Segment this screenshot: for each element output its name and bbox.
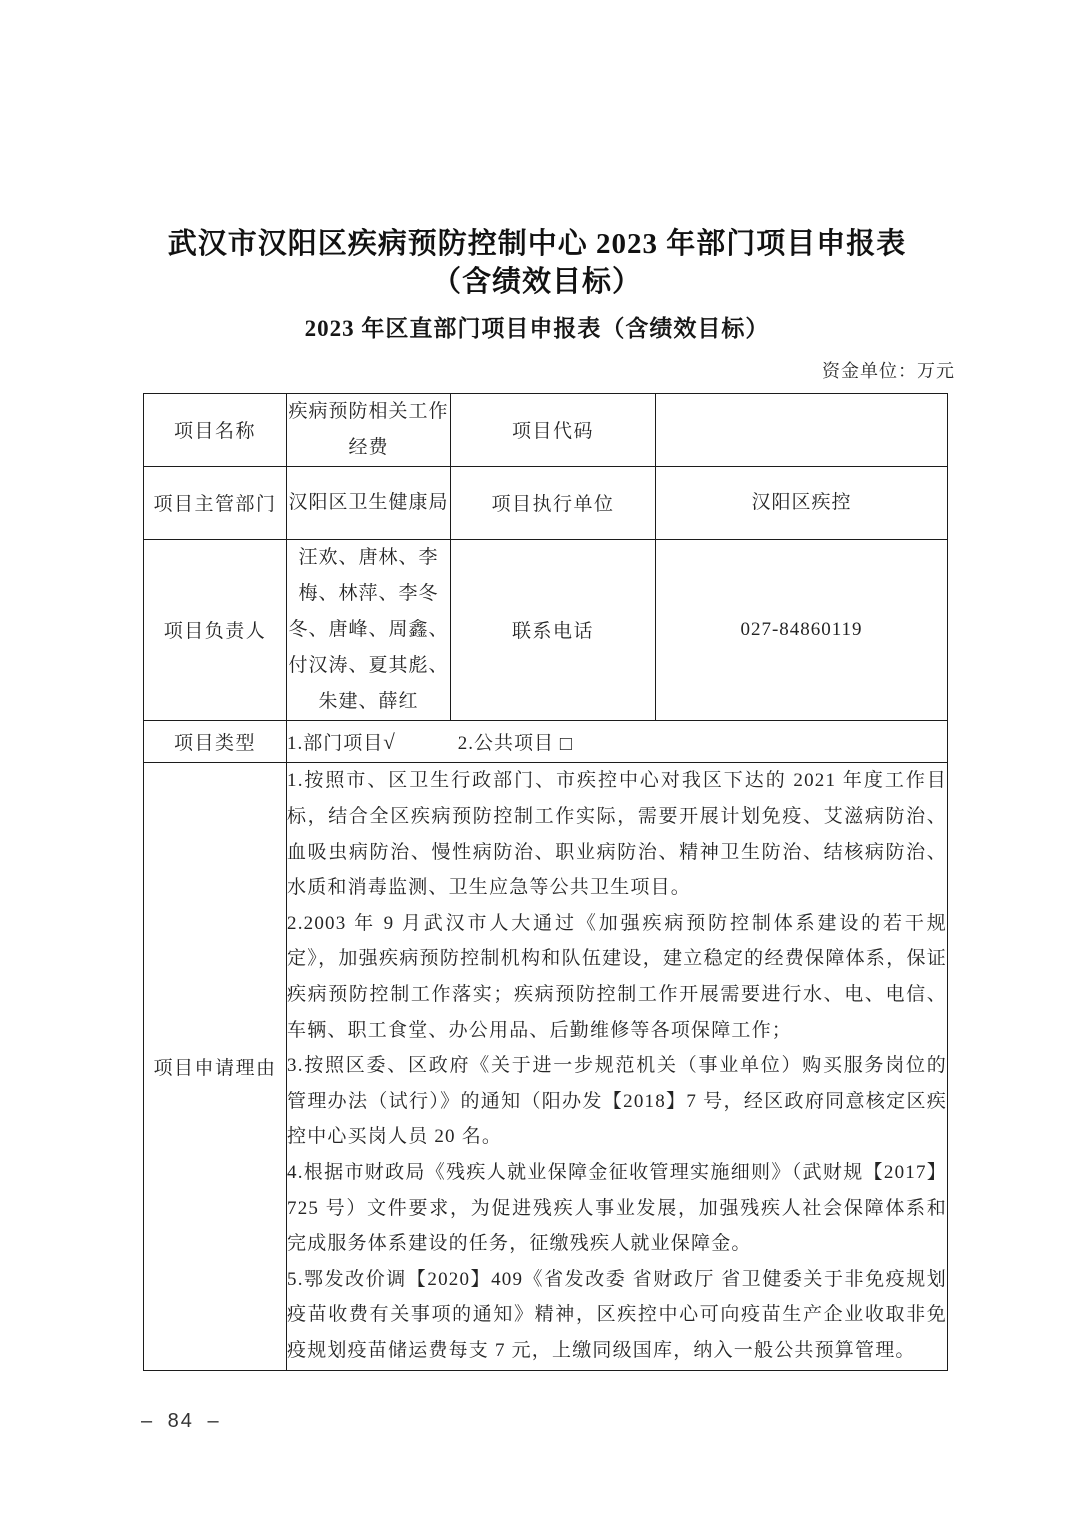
page-number: – 84 – xyxy=(141,1410,221,1432)
option-public-project: 2.公共项目 xyxy=(457,732,555,754)
project-application-table xyxy=(143,393,948,1371)
label-project-name: 项目名称 xyxy=(144,393,287,466)
fund-unit-note: 资金单位：万元 xyxy=(822,360,955,381)
value-project-name: 疾病预防相关工作经费 xyxy=(287,393,451,466)
value-application-reason xyxy=(287,762,948,1370)
checkmark-icon: √ xyxy=(383,729,396,754)
label-project-code: 项目代码 xyxy=(451,393,656,466)
page-title xyxy=(70,225,1004,302)
table-row-project-name xyxy=(144,393,948,466)
label-supervising-dept: 项目主管部门 xyxy=(144,466,287,539)
label-project-type: 项目类型 xyxy=(144,720,287,762)
reason-paragraph-2: 2.2003 年 9 月武汉市人大通过《加强疾病预防控制体系建设的若干规定》，加强疾病预防控制机构和队伍建设，建立稳定的经费保障体系，保证疾病预防控制工作落实；疾病预防控制工作开展需要进行水、电、电信、车辆、职工食堂、办公用品、后勤维修等各项保障工作； xyxy=(287,912,947,1041)
value-project-code xyxy=(656,393,948,466)
reason-paragraph-5: 5.鄂发改价调【2020】409《省发改委 省财政厅 省卫健委关于非免疫规划疫苗收费有关事项的通知》精神，区疾控中心可向疫苗生产企业收取非免疫规划疫苗储运费每支 7 元，上缴同级国库，纳入一般公共预算管理。 xyxy=(287,1268,947,1361)
table-row-project-manager xyxy=(144,539,948,720)
reason-paragraph-4: 4.根据市财政局《残疾人就业保障金征收管理实施细则》（武财规【2017】725 号）文件要求，为促进残疾人事业发展，加强残疾人社会保障体系和完成服务体系建设的任务，征缴残疾人就业保障金。 xyxy=(287,1162,947,1255)
checkbox-empty-icon: □ xyxy=(559,732,573,755)
value-supervising-dept: 汉阳区卫生健康局 xyxy=(287,466,451,539)
label-project-manager: 项目负责人 xyxy=(144,539,287,720)
reason-paragraph-1: 1.按照市、区卫生行政部门、市疾控中心对我区下达的 2021 年度工作目标，结合全区疾病预防控制工作实际，需要开展计划免疫、艾滋病防治、血吸虫病防治、慢性病防治、职业病防治、精神卫生防治、结核病防治、水质和消毒监测、卫生应急等公共卫生项目。 xyxy=(287,770,947,899)
table-row-project-type xyxy=(144,720,948,762)
value-contact-phone: 027-84860119 xyxy=(656,539,948,720)
label-executing-unit: 项目执行单位 xyxy=(451,466,656,539)
page-title-line1: 武汉市汉阳区疾病预防控制中心 2023 年部门项目申报表 xyxy=(167,228,907,260)
value-project-manager: 汪欢、唐林、李梅、林萍、李冬冬、唐峰、周鑫、付汉涛、夏其彪、朱建、薛红 xyxy=(287,539,451,720)
page-subtitle: 2023 年区直部门项目申报表（含绩效目标） xyxy=(304,315,770,341)
label-application-reason: 项目申请理由 xyxy=(144,762,287,1370)
reason-paragraph-3: 3.按照区委、区政府《关于进一步规范机关（事业单位）购买服务岗位的管理办法（试行）》的通知（阳办发【2018】7 号，经区政府同意核定区疾控中心买岗人员 20 名。 xyxy=(287,1055,947,1148)
table-row-application-reason xyxy=(144,762,948,1370)
option-department-project: 1.部门项目 xyxy=(287,732,384,754)
value-executing-unit: 汉阳区疾控 xyxy=(656,466,948,539)
value-project-type xyxy=(287,720,948,762)
label-contact-phone: 联系电话 xyxy=(451,539,656,720)
table-row-supervising-dept xyxy=(144,466,948,539)
page-title-line2: （含绩效目标） xyxy=(431,266,642,299)
